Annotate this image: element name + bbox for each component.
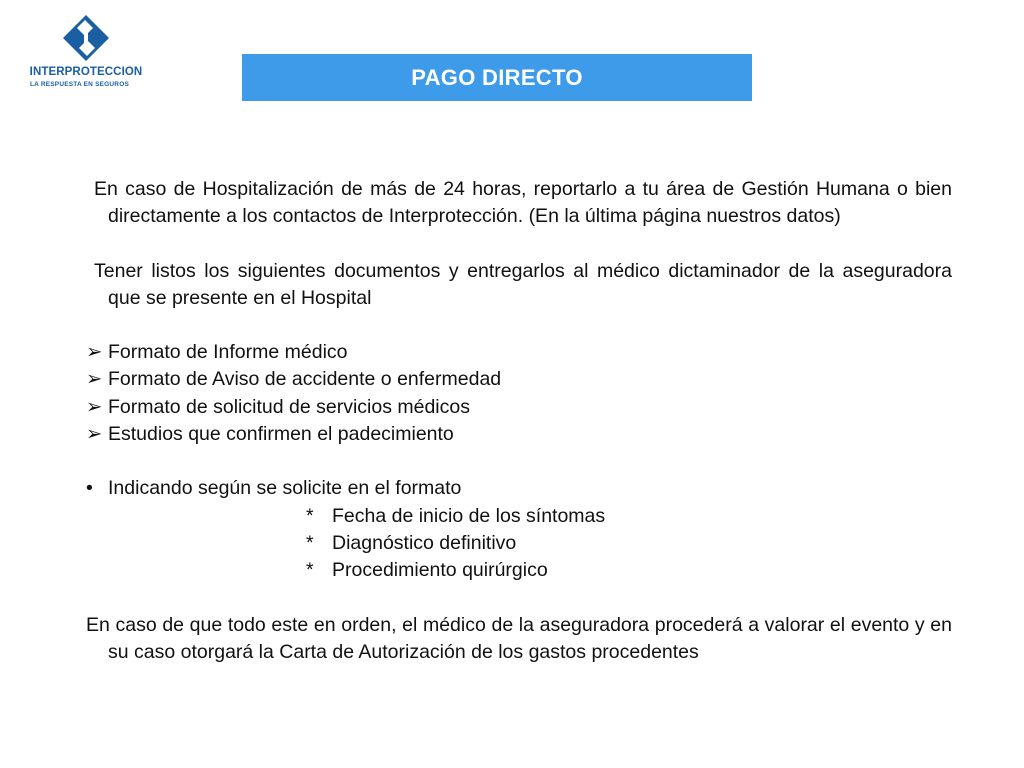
paragraph-hospitalization: En caso de Hospitalización de más de 24 horas, reportarlo a tu área de Gestión Humana o bien directamente a los contactos de Interprotección. (En la última página nuestros datos): [94, 178, 952, 228]
diamond-logo-icon: [62, 14, 110, 62]
arrow-bullet-icon: ➢: [86, 368, 103, 391]
title-banner: [242, 54, 752, 101]
asterisk-icon: *: [306, 559, 314, 582]
arrow-bullet-icon: ➢: [86, 395, 103, 418]
list-item: ➢ Formato de Aviso de accidente o enfermedad: [86, 366, 952, 393]
page-title: PAGO DIRECTO: [411, 64, 583, 90]
company-logo: [24, 14, 148, 94]
sub-list-item: * Fecha de inicio de los síntomas: [86, 503, 952, 530]
paragraph-documents: Tener listos los siguientes documentos y entregarlos al médico dictaminador de la aseguradora que se presente en el Hospital: [94, 259, 952, 309]
document-body: [86, 176, 952, 666]
sub-list-item: * Procedimiento quirúrgico: [86, 557, 952, 584]
list-item: ➢ Formato de solicitud de servicios médicos: [86, 394, 952, 421]
sub-list-item: * Diagnóstico definitivo: [86, 530, 952, 557]
logo-name: INTERPROTECCION: [29, 66, 143, 78]
asterisk-icon: *: [306, 531, 314, 554]
list-item: ➢ Estudios que confirmen el padecimiento: [86, 421, 952, 448]
arrow-bullet-icon: ➢: [86, 423, 103, 446]
bullet-icon: •: [86, 477, 93, 500]
logo-tagline: LA RESPUESTA EN SEGUROS: [30, 81, 129, 88]
list-item: ➢ Formato de Informe médico: [86, 339, 952, 366]
paragraph-closing: En caso de que todo este en orden, el médico de la aseguradora procederá a valorar el evento y en su caso otorgará la Carta de Autorización de los gastos procedentes: [86, 613, 952, 663]
asterisk-icon: *: [306, 504, 314, 527]
list-item: • Indicando según se solicite en el formato: [86, 475, 952, 502]
arrow-bullet-icon: ➢: [86, 341, 103, 364]
